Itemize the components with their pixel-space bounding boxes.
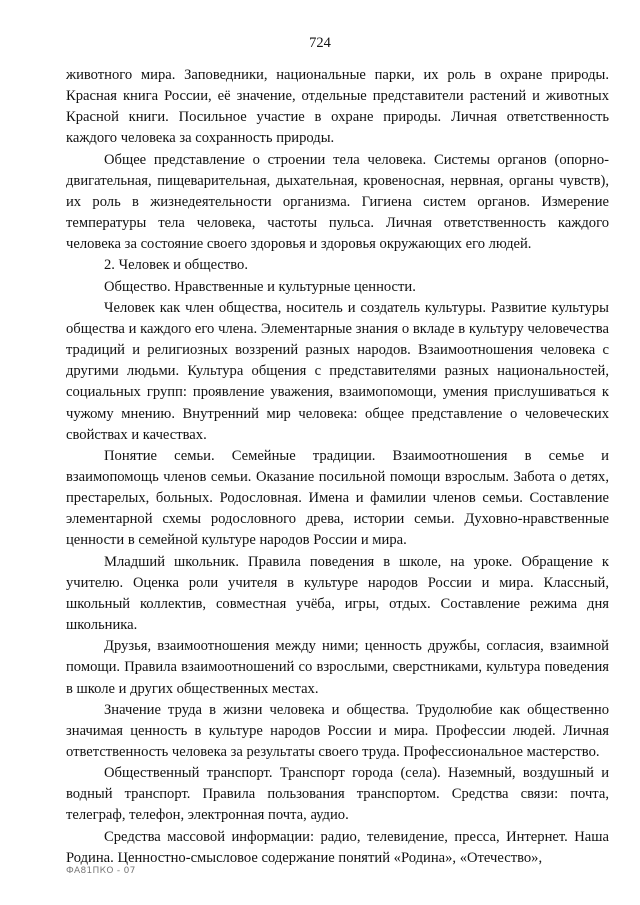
paragraph: Средства массовой информации: радио, телевидение, пресса, Интернет. Наша Родина. Ценностно-смысловое содержание понятий «Родина», «Отечество», — [66, 828, 609, 866]
paragraph: Значение труда в жизни человека и общества. Трудолюбие как общественно значимая ценность в культуре народов России и мира. Профессии людей. Личная ответственность человека за результаты своего труда. Профессиональное мастерство. — [66, 701, 609, 760]
footer-code: ФА81ПКО - 07 — [66, 866, 136, 876]
section-heading: 2. Человек и общество. — [104, 257, 249, 274]
page-number: 724 — [309, 35, 331, 51]
paragraph: Человек как член общества, носитель и создатель культуры. Развитие культуры общества и каждого его члена. Элементарные знания о вкладе в культуру человечества традиций и религиозных воззрений разных народов. Взаимоотношения человека с другими людьми. Культура общения с представителями разных национальностей, социальных групп: проявление уважения, взаимопомощи, умения прислушиваться к чужому мнению. Внутренний мир человека: общее представление о человеческих свойствах и качествах. — [66, 299, 609, 443]
paragraph: Друзья, взаимоотношения между ними; ценность дружбы, согласия, взаимной помощи. Правила взаимоотношений со взрослыми, сверстниками, культура поведения в школе и других общественных местах. — [66, 638, 609, 697]
paragraph: Понятие семьи. Семейные традиции. Взаимоотношения в семье и взаимопомощь членов семьи. Оказание посильной помощи взрослым. Забота о детях, престарелых, больных. Родословная. Имена и фамилии членов семьи. Составление элементарной схемы родословного древа, истории семьи. Духовно-нравственные ценности в семейной культуре народов России и мира. — [66, 447, 609, 549]
paragraph-continued: животного мира. Заповедники, национальные парки, их роль в охране природы. Красная книга России, её значение, отдельные представители растений и животных Красной книги. Посильное участие в охране природы. Личная ответственность каждого человека за сохранность природы. — [66, 67, 609, 147]
paragraph: Общественный транспорт. Транспорт города (села). Наземный, воздушный и водный транспорт. Правила пользования транспортом. Средства связи: почта, телеграф, телефон, электронная почта, аудио. — [66, 765, 609, 824]
paragraph: Младший школьник. Правила поведения в школе, на уроке. Обращение к учителю. Оценка роли учителя в культуре народов России и мира. Классный, школьный коллектив, совместная учёба, игры, отдых. Составление режима дня школьника. — [66, 553, 609, 634]
body-text — [66, 65, 609, 869]
subsection-heading: Общество. Нравственные и культурные ценности. — [104, 278, 416, 295]
paragraph: Общее представление о строении тела человека. Системы органов (опорно-двигательная, пищеварительная, дыхательная, кровеносная, нервная, органы чувств), их роль в жизнедеятельности организма. Гигиена систем органов. Измерение температуры тела человека, частоты пульса. Личная ответственность каждого человека за состояние своего здоровья и здоровья окружающих его людей. — [66, 151, 609, 253]
